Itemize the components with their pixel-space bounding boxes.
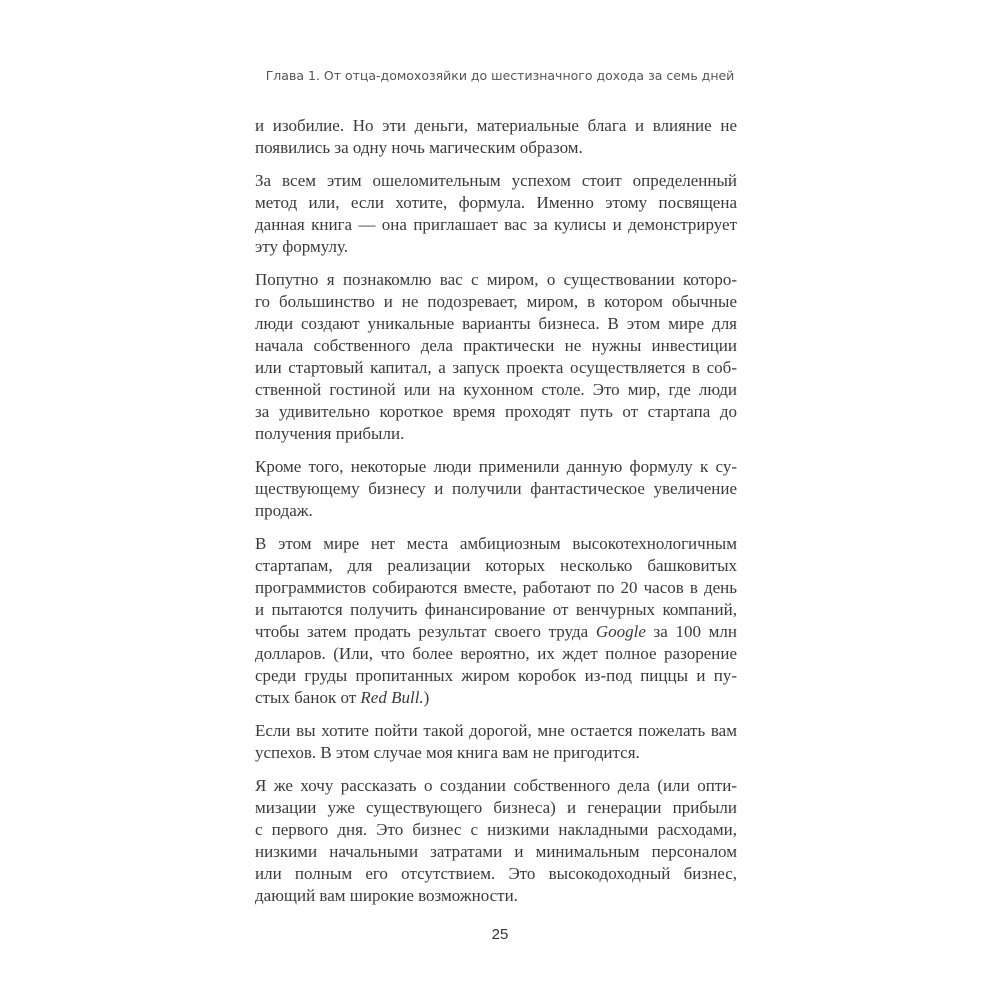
paragraph	[255, 720, 737, 764]
text-line: стартапам, для реализации которых несколько башковитых	[255, 556, 737, 575]
text-line: В этом мире нет места амбициозным высокотехнологичным	[255, 534, 737, 553]
text-line: мизации уже существующего бизнеса) и генерации прибыли	[255, 798, 737, 817]
text-line: Если вы хотите пойти такой дорогой, мне остается пожелать вам	[255, 721, 737, 740]
text-segment: за 100 млн	[645, 622, 737, 641]
text-segment: чтобы затем продать результат своего труда	[255, 622, 596, 641]
text-line: появились за одну ночь магическим образом.	[255, 138, 583, 157]
body-text	[255, 115, 737, 918]
text-line: с первого дня. Это бизнес с низкими накладными расходами,	[255, 820, 737, 839]
text-line: люди создают уникальные варианты бизнеса. В этом мире для	[255, 314, 737, 333]
text-line: эту формулу.	[255, 237, 349, 256]
text-line: успехов. В этом случае моя книга вам не пригодится.	[255, 743, 640, 762]
text-line: ществующему бизнесу и получили фантастическое увеличение	[255, 479, 737, 498]
text-line: долларов. (Или, что более вероятно, их ждет полное разорение	[255, 644, 737, 663]
text-line: получения прибыли.	[255, 424, 405, 443]
running-header: Глава 1. От отца-домохозяйки до шестизначного дохода за семь дней	[265, 68, 735, 83]
text-line: Попутно я познакомлю вас с миром, о существовании которо-	[255, 270, 737, 289]
paragraph	[255, 269, 737, 445]
text-line: начала собственного дела практически не нужны инвестиции	[255, 336, 737, 355]
text-line	[255, 687, 737, 709]
text-segment: )	[423, 688, 430, 707]
paragraph	[255, 533, 737, 709]
italic-term: Red Bull.	[360, 688, 424, 707]
text-line	[255, 621, 737, 643]
text-line: за удивительно короткое время проходят путь от стартапа до	[255, 402, 737, 421]
text-line: За всем этим ошеломительным успехом стоит определенный	[255, 171, 737, 190]
text-segment: стых банок от	[255, 688, 361, 707]
text-line: данная книга — она приглашает вас за кулисы и демонстрирует	[255, 215, 737, 234]
text-line: программистов собираются вместе, работают по 20 часов в день	[255, 578, 737, 597]
text-line: ственной гостиной или на кухонном столе. Это мир, где люди	[255, 380, 737, 399]
paragraph	[255, 775, 737, 907]
italic-term: Google	[595, 622, 646, 641]
paragraph	[255, 170, 737, 258]
paragraph	[255, 456, 737, 522]
text-line: Кроме того, некоторые люди применили данную формулу к су-	[255, 457, 737, 476]
text-line: или стартовый капитал, а запуск проекта осуществляется в соб-	[255, 358, 737, 377]
paragraph	[255, 115, 737, 159]
page-number: 25	[491, 926, 509, 943]
text-line: го большинство и не подозревает, миром, в котором обычные	[255, 292, 737, 311]
text-line: низкими начальными затратами и минимальным персоналом	[255, 842, 737, 861]
text-line: метод или, если хотите, формула. Именно этому посвящена	[255, 193, 737, 212]
text-line: или полным его отсутствием. Это высокодоходный бизнес,	[255, 864, 737, 883]
text-line: среди груды пропитанных жиром коробок из-под пиццы и пу-	[255, 666, 737, 685]
text-line: Я же хочу рассказать о создании собственного дела (или опти-	[255, 776, 737, 795]
text-line: и изобилие. Но эти деньги, материальные блага и влияние не	[255, 116, 737, 135]
text-line: и пытаются получить финансирование от венчурных компаний,	[255, 600, 737, 619]
text-line: продаж.	[255, 501, 313, 520]
text-line: дающий вам широкие возможности.	[255, 886, 518, 905]
